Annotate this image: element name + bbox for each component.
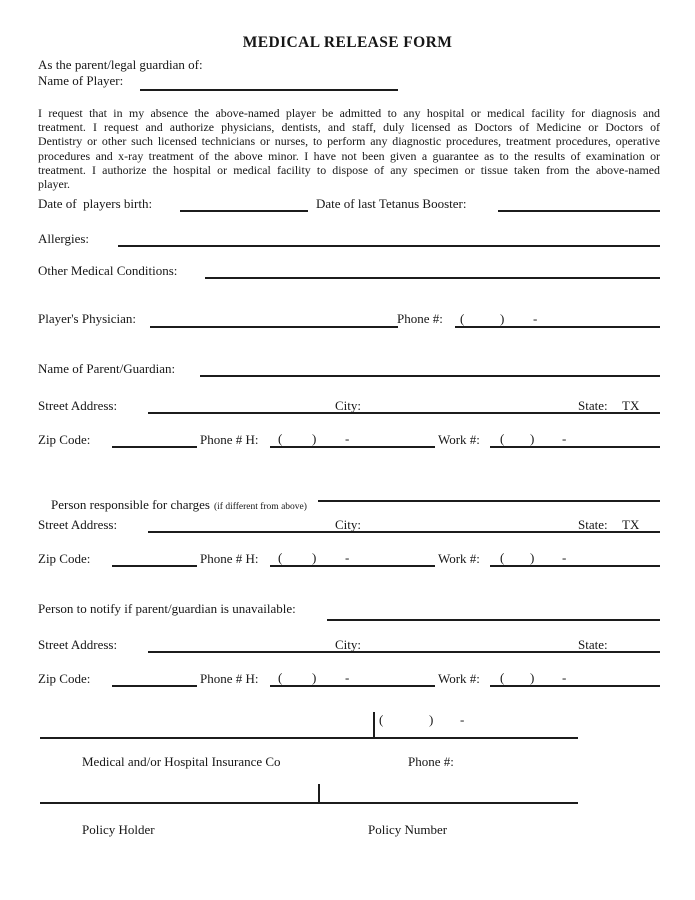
insurance-company-label: Medical and/or Hospital Insurance Co bbox=[82, 754, 281, 769]
paren-open-glyph: ( bbox=[278, 431, 283, 446]
paren-close-glyph: ) bbox=[312, 431, 317, 446]
dash-glyph: - bbox=[562, 431, 567, 446]
other-medical-label: Other Medical Conditions: bbox=[38, 263, 178, 278]
street-label-1: Street Address: bbox=[38, 398, 118, 413]
tetanus-field[interactable] bbox=[498, 210, 660, 212]
insurance-phone-label: Phone #: bbox=[408, 754, 454, 769]
other-medical-field[interactable] bbox=[205, 277, 660, 279]
zip-label-2: Zip Code: bbox=[38, 551, 91, 566]
city-label-3: City: bbox=[335, 637, 362, 652]
zip-field-2[interactable] bbox=[112, 565, 197, 567]
paren-close-glyph: ) bbox=[312, 670, 317, 685]
policy-divider-tick bbox=[318, 784, 320, 802]
insurance-company-field[interactable] bbox=[40, 737, 578, 739]
paren-close-glyph: ) bbox=[429, 712, 434, 727]
paren-close-glyph: ) bbox=[530, 431, 535, 446]
state-label-3: State: bbox=[578, 637, 608, 652]
work-phone-label-2: Work #: bbox=[438, 551, 480, 566]
dash-glyph: - bbox=[345, 431, 350, 446]
charges-note: (if different from above) bbox=[213, 502, 307, 512]
state-value-1: TX bbox=[622, 398, 640, 413]
work-phone-label-3: Work #: bbox=[438, 671, 480, 686]
work-phone-field-3[interactable] bbox=[490, 670, 660, 687]
notify-person-field[interactable] bbox=[327, 619, 660, 621]
zip-label-3: Zip Code: bbox=[38, 671, 91, 686]
zip-field-3[interactable] bbox=[112, 685, 197, 687]
parent-guardian-field[interactable] bbox=[200, 375, 660, 377]
tetanus-label: Date of last Tetanus Booster: bbox=[316, 196, 467, 211]
form-title: MEDICAL RELEASE FORM bbox=[242, 34, 453, 51]
charges-person-field[interactable] bbox=[318, 500, 660, 502]
consent-paragraph: I request that in my absence the above-named player be admitted to any hospital or medical facility for diagnosis and treatment. I request and authorize physicians, dentists, and staff, duly licensed as Doctors of Medicine or Doctors of Dentistry or other such licensed technicians or nurses, to perform any diagnostic procedures, treatment procedures, operative procedures and x-ray treatment of the above minor. I have not been given a guarantee as to the results of examination or treatment. I authorize the hospital or medical facility to dispose of any specimen or tissue taken from the above-named player. bbox=[38, 106, 660, 192]
work-phone-field-2[interactable] bbox=[490, 550, 660, 567]
dash-glyph: - bbox=[345, 670, 350, 685]
dob-label: Date of players birth: bbox=[38, 196, 153, 211]
paren-close-glyph: ) bbox=[530, 670, 535, 685]
paren-open-glyph: ( bbox=[500, 431, 505, 446]
paren-open-glyph: ( bbox=[460, 311, 465, 326]
paren-close-glyph: ) bbox=[500, 311, 505, 326]
state-label-2: State: bbox=[578, 517, 608, 532]
guardian-intro-label: As the parent/legal guardian of: bbox=[38, 57, 203, 72]
charges-label-text: Person responsible for charges bbox=[51, 497, 210, 512]
work-phone-label-1: Work #: bbox=[438, 432, 480, 447]
dash-glyph: - bbox=[460, 712, 465, 727]
home-phone-field-3[interactable] bbox=[270, 670, 435, 687]
city-label-1: City: bbox=[335, 398, 362, 413]
policy-number-label: Policy Number bbox=[368, 822, 448, 837]
paren-open-glyph: ( bbox=[500, 670, 505, 685]
allergies-field[interactable] bbox=[118, 245, 660, 247]
zip-label-1: Zip Code: bbox=[38, 432, 91, 447]
dob-field[interactable] bbox=[180, 210, 308, 212]
paren-open-glyph: ( bbox=[500, 550, 505, 565]
physician-label: Player's Physician: bbox=[38, 311, 137, 326]
state-value-2: TX bbox=[622, 517, 640, 532]
home-phone-label-1: Phone # H: bbox=[200, 432, 259, 447]
home-phone-label-3: Phone # H: bbox=[200, 671, 259, 686]
physician-phone-label: Phone #: bbox=[397, 311, 443, 326]
allergies-label: Allergies: bbox=[38, 231, 90, 246]
dash-glyph: - bbox=[345, 550, 350, 565]
parent-guardian-label: Name of Parent/Guardian: bbox=[38, 361, 176, 376]
work-phone-field-1[interactable] bbox=[490, 431, 660, 448]
physician-field[interactable] bbox=[150, 326, 398, 328]
dash-glyph: - bbox=[533, 311, 538, 326]
street-label-3: Street Address: bbox=[38, 637, 118, 652]
insurance-phone-field[interactable] bbox=[373, 712, 580, 738]
street-label-2: Street Address: bbox=[38, 517, 118, 532]
player-name-label: Name of Player: bbox=[38, 73, 124, 88]
paren-open-glyph: ( bbox=[278, 670, 283, 685]
zip-field-1[interactable] bbox=[112, 446, 197, 448]
dash-glyph: - bbox=[562, 550, 567, 565]
policy-holder-label: Policy Holder bbox=[82, 822, 155, 837]
paren-open-glyph: ( bbox=[379, 712, 384, 727]
home-phone-label-2: Phone # H: bbox=[200, 551, 259, 566]
paren-close-glyph: ) bbox=[530, 550, 535, 565]
physician-phone-field[interactable] bbox=[455, 311, 660, 328]
paren-open-glyph: ( bbox=[278, 550, 283, 565]
player-name-field[interactable] bbox=[140, 89, 398, 91]
home-phone-field-2[interactable] bbox=[270, 550, 435, 567]
city-label-2: City: bbox=[335, 517, 362, 532]
home-phone-field-1[interactable] bbox=[270, 431, 435, 448]
dash-glyph: - bbox=[562, 670, 567, 685]
state-label-1: State: bbox=[578, 398, 608, 413]
paren-close-glyph: ) bbox=[312, 550, 317, 565]
notify-label: Person to notify if parent/guardian is unavailable: bbox=[38, 601, 296, 616]
policy-field[interactable] bbox=[40, 802, 578, 804]
